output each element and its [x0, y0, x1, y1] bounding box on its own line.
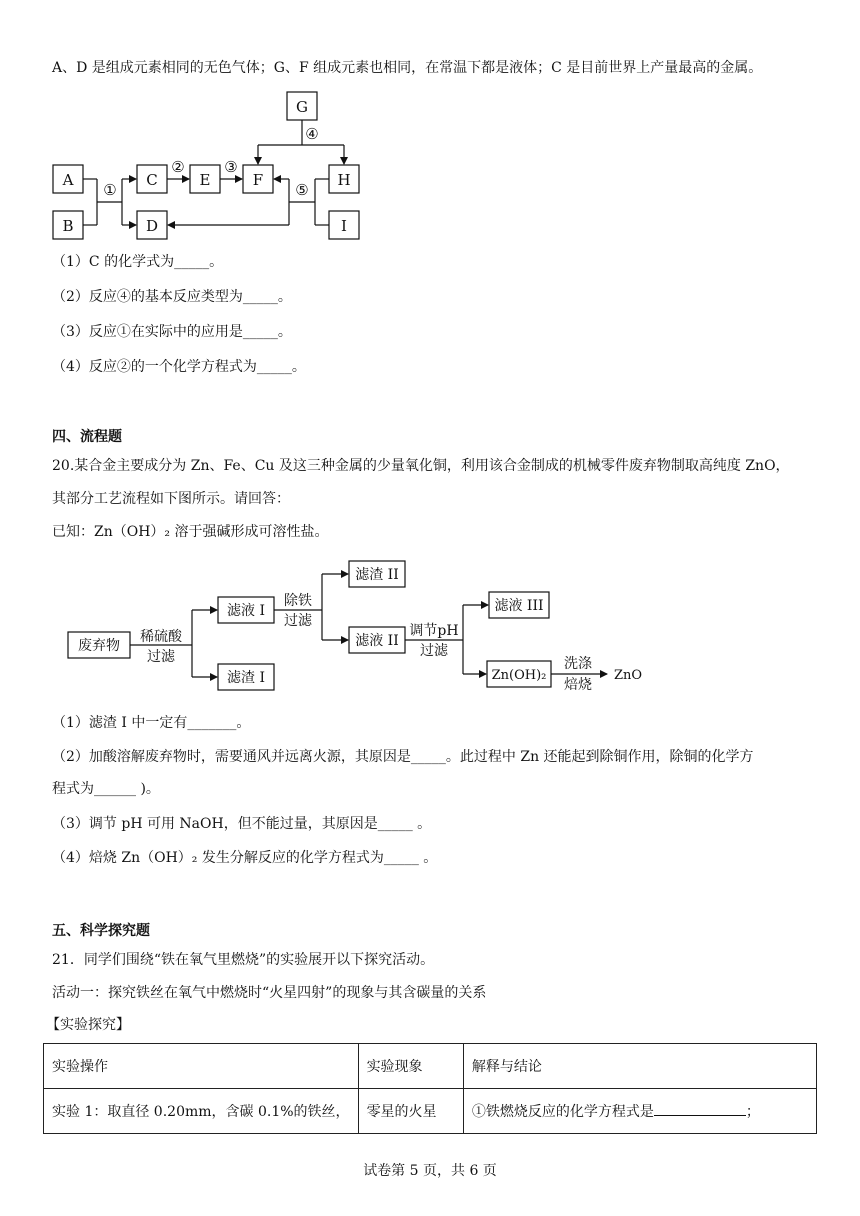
label-step2-top: 除铁: [284, 593, 312, 609]
label-step4-bottom: 焙烧: [564, 677, 592, 693]
answer-blank: [654, 1101, 746, 1116]
label-e: E: [199, 171, 211, 189]
header-operation: 实验操作: [44, 1044, 359, 1089]
label-waste: 废弃物: [78, 638, 120, 654]
label-residue-2: 滤渣 II: [355, 567, 399, 583]
q20-intro-2: 其部分工艺流程如下图所示。请回答：: [52, 491, 290, 507]
q19-question-3: （3）反应①在实际中的应用是_____。: [52, 324, 292, 340]
label-step4-top: 洗涤: [564, 656, 592, 672]
label-h: H: [337, 171, 351, 189]
experiment-title: 【实验探究】: [46, 1017, 130, 1033]
label-i: I: [341, 217, 347, 235]
label-g: G: [296, 98, 308, 116]
q20-question-4: （4）焙烧 Zn（OH）₂ 发生分解反应的化学方程式为_____ 。: [52, 850, 438, 866]
q20-question-3: （3）调节 pH 可用 NaOH，但不能过量，其原因是_____ 。: [52, 816, 432, 832]
q20-known: 已知：Zn（OH）₂ 溶于强碱形成可溶性盐。: [52, 524, 329, 540]
reaction-4-label: ④: [305, 125, 319, 143]
label-product: ZnO: [613, 668, 643, 683]
label-c: C: [146, 171, 158, 189]
label-filtrate-3: 滤液 III: [494, 598, 544, 614]
label-d: D: [145, 217, 159, 235]
label-step1-bottom: 过滤: [147, 649, 175, 665]
experiment-table: [43, 1043, 817, 1134]
q20-question-2-cont: 程式为______ )。: [52, 781, 160, 797]
label-filtrate-2: 滤液 II: [355, 633, 399, 649]
label-filtrate-1: 滤液 I: [227, 603, 265, 619]
q20-intro-1: 20.某合金主要成分为 Zn、Fe、Cu 及这三种金属的少量氧化铜，利用该合金制成的机械零件废弃物制取高纯度 ZnO，: [52, 458, 790, 474]
label-step1-top: 稀硫酸: [140, 629, 182, 645]
q21-intro: 21．同学们围绕“铁在氧气里燃烧”的实验展开以下探究活动。: [52, 952, 435, 968]
table-row: [44, 1089, 817, 1134]
reaction-1-label: ①: [103, 181, 117, 199]
row1-operation: 实验 1：取直径 0.20mm，含碳 0.1%的铁丝，: [44, 1089, 359, 1134]
q20-question-1: （1）滤渣 I 中一定有_______。: [52, 715, 251, 731]
section-4-heading: 四、流程题: [52, 429, 122, 445]
q19-question-2: （2）反应④的基本反应类型为_____。: [52, 289, 292, 305]
row1-conclusion-cell: [463, 1089, 816, 1134]
section-5-heading: 五、科学探究题: [52, 923, 150, 939]
reaction-3-label: ③: [224, 158, 238, 176]
q19-intro: A、D 是组成元素相同的无色气体；G、F 组成元素也相同，在常温下都是液体；C 是目前世界上产量最高的金属。: [52, 60, 763, 76]
row1-conclusion: ①铁燃烧反应的化学方程式是: [471, 1104, 654, 1120]
q19-question-1: （1）C 的化学式为_____。: [52, 254, 224, 270]
label-zn-oh2: Zn(OH)₂: [491, 668, 547, 683]
label-a: A: [62, 171, 74, 189]
label-f: F: [252, 171, 264, 189]
q20-flow-diagram: [0, 555, 860, 695]
header-phenomenon: 实验现象: [358, 1044, 463, 1089]
reaction-5-label: ⑤: [295, 181, 309, 199]
reaction-2-label: ②: [171, 158, 185, 176]
header-conclusion: 解释与结论: [463, 1044, 816, 1089]
row1-phenomenon: 零星的火星: [358, 1089, 463, 1134]
label-step3-top: 调节pH: [409, 623, 459, 639]
label-step2-bottom: 过滤: [284, 613, 312, 629]
label-b: B: [62, 217, 74, 235]
row1-conclusion-end: ；: [745, 1104, 760, 1120]
table-header-row: [44, 1044, 817, 1089]
q19-question-4: （4）反应②的一个化学方程式为_____。: [52, 359, 306, 375]
label-residue-1: 滤渣 I: [227, 670, 265, 686]
label-step3-bottom: 过滤: [420, 643, 448, 659]
page-footer: 试卷第 5 页，共 6 页: [363, 1163, 497, 1179]
activity-1: 活动一：探究铁丝在氧气中燃烧时“火星四射”的现象与其含碳量的关系: [52, 985, 487, 1001]
q20-question-2: （2）加酸溶解废弃物时，需要通风并远离火源，其原因是_____。此过程中 Zn 还能起到除铜作用，除铜的化学方: [52, 749, 754, 765]
